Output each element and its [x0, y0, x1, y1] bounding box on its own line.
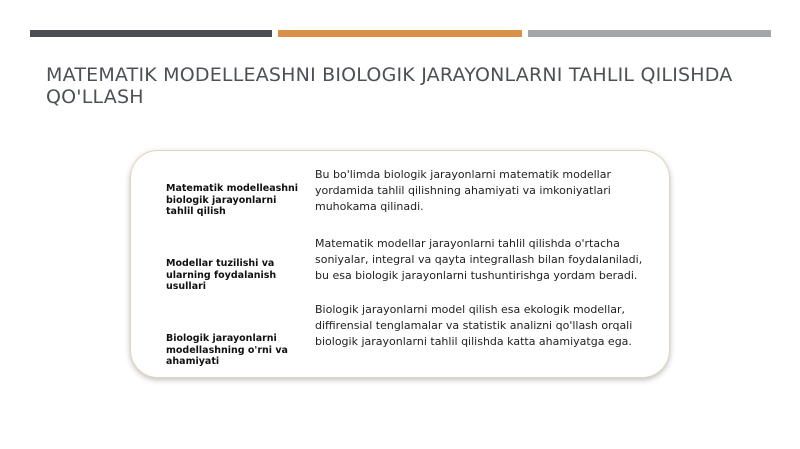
row-description-3: Biologik jarayonlarni model qilish esa ekologik modellar, diffirensial tenglamalar va statistik analizni qo'llash orqali biologik jarayonlarni tahlil qilishda katta ahamiyatga ega. [315, 303, 633, 348]
row-label-2: Modellar tuzilishi va ularning foydalanish usullari [166, 258, 277, 292]
header-bar-gray [528, 30, 771, 37]
row-description-2: Matematik modellar jarayonlarni tahlil qilishda o'rtacha soniyalar, integral va qayta integrallash bilan foydalaniladi, bu esa biologik jarayonlarni tushuntirishga yordam beradi. [315, 237, 643, 282]
header-bar-dark [30, 30, 272, 37]
row-label-1: Matematik modelleashni biologik jarayonlarni tahlil qilish [166, 183, 299, 217]
slide-title: MATEMATIK MODELLEASHNI BIOLOGIK JARAYONLARNI TAHLIL QILISHDA QO'LLASH [46, 64, 733, 108]
row-description-1: Bu bo'limda biologik jarayonlarni matematik modellar yordamida tahlil qilishning ahamiyati va imkoniyatlari muhokama qilinadi. [315, 168, 611, 213]
header-bar-orange [278, 30, 522, 37]
row-label-3: Biologik jarayonlarni modellashning o'rni va ahamiyati [166, 333, 288, 367]
